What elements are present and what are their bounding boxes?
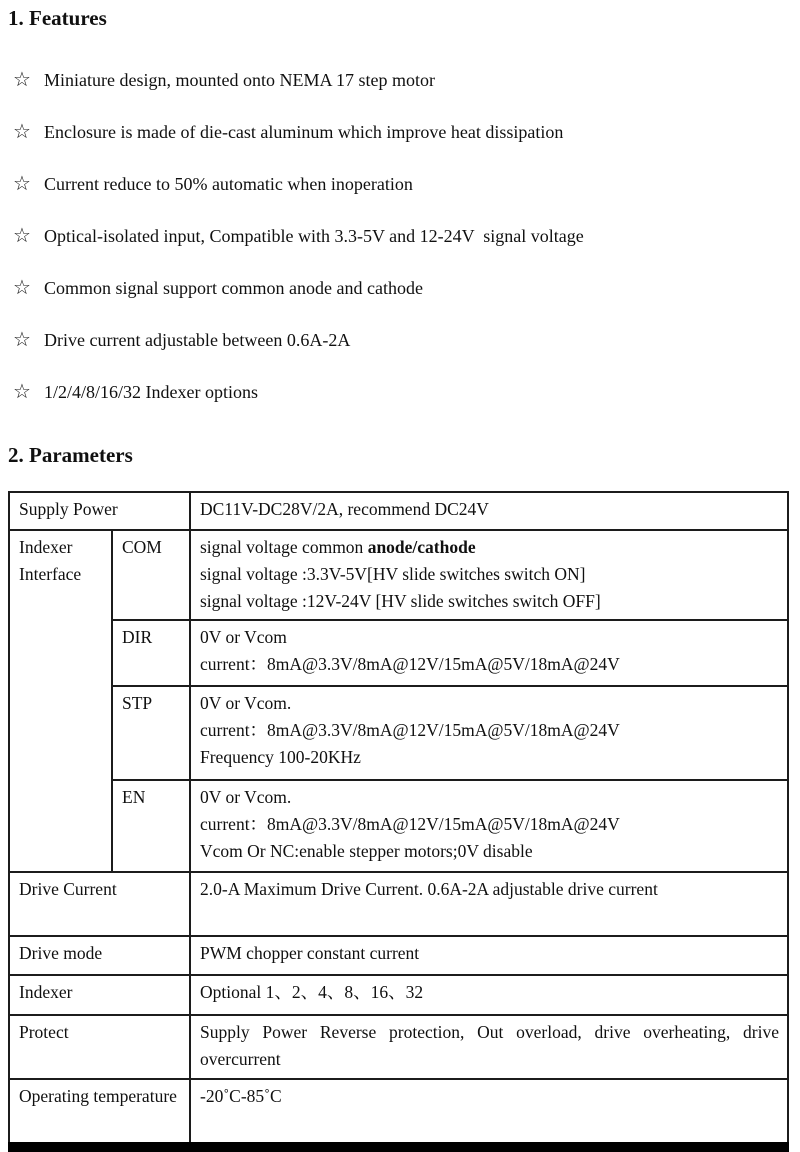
en-line2: current：8mA@3.3V/8mA@12V/15mA@5V/18mA@24V bbox=[200, 814, 620, 834]
table-row-en bbox=[9, 780, 788, 872]
stp-line3: Frequency 100-20KHz bbox=[200, 747, 361, 767]
feature-text: 1/2/4/8/16/32 Indexer options bbox=[44, 382, 258, 402]
stp-line1: 0V or Vcom. bbox=[200, 693, 292, 713]
table-row-indexer bbox=[9, 975, 788, 1015]
star-bullet-icon: ☆ bbox=[13, 225, 31, 247]
table-row-com bbox=[9, 530, 788, 620]
table-row-supply-power bbox=[9, 492, 788, 530]
feature-text: Common signal support common anode and cathode bbox=[44, 278, 423, 298]
dir-line2: current：8mA@3.3V/8mA@12V/15mA@5V/18mA@24V bbox=[200, 654, 620, 674]
features-list bbox=[8, 68, 790, 405]
table-row-drive-mode bbox=[9, 936, 788, 975]
supply-power-value: DC11V-DC28V/2A, recommend DC24V bbox=[190, 492, 788, 530]
dir-value bbox=[190, 620, 788, 686]
table-row-protect bbox=[9, 1015, 788, 1079]
star-bullet-icon: ☆ bbox=[13, 277, 31, 299]
drive-current-value: 2.0-A Maximum Drive Current. 0.6A-2A adjustable drive current bbox=[190, 872, 788, 936]
protect-label: Protect bbox=[9, 1015, 190, 1079]
table-row-drive-current bbox=[9, 872, 788, 936]
dir-key: DIR bbox=[112, 620, 190, 686]
feature-text: Drive current adjustable between 0.6A-2A bbox=[44, 330, 351, 350]
star-bullet-icon: ☆ bbox=[13, 381, 31, 403]
com-line1: signal voltage common anode/cathode bbox=[200, 537, 476, 557]
stp-value bbox=[190, 686, 788, 780]
features-heading: 1. Features bbox=[8, 6, 107, 30]
en-line1: 0V or Vcom. bbox=[200, 787, 292, 807]
com-line3: signal voltage :12V-24V [HV slide switches switch OFF] bbox=[200, 591, 601, 611]
drive-mode-value: PWM chopper constant current bbox=[190, 936, 788, 975]
feature-item bbox=[8, 68, 790, 93]
star-bullet-icon: ☆ bbox=[13, 329, 31, 351]
parameters-heading: 2. Parameters bbox=[8, 443, 133, 467]
dir-line1: 0V or Vcom bbox=[200, 627, 287, 647]
operating-temperature-label: Operating temperature bbox=[9, 1079, 190, 1147]
table-row-stp bbox=[9, 686, 788, 780]
en-value bbox=[190, 780, 788, 872]
en-key: EN bbox=[112, 780, 190, 872]
star-bullet-icon: ☆ bbox=[13, 173, 31, 195]
feature-item bbox=[8, 380, 790, 405]
stp-key: STP bbox=[112, 686, 190, 780]
com-line1-bold: anode/cathode bbox=[367, 537, 476, 557]
table-row-dir bbox=[9, 620, 788, 686]
feature-item bbox=[8, 224, 790, 249]
feature-text: Enclosure is made of die-cast aluminum which improve heat dissipation bbox=[44, 122, 564, 142]
feature-item bbox=[8, 172, 790, 197]
feature-item bbox=[8, 120, 790, 145]
feature-item bbox=[8, 276, 790, 301]
indexer-interface-label: Indexer Interface bbox=[9, 530, 112, 872]
operating-temperature-value: -20˚C-85˚C bbox=[190, 1079, 788, 1147]
feature-item bbox=[8, 328, 790, 353]
star-bullet-icon: ☆ bbox=[13, 121, 31, 143]
indexer-value: Optional 1、2、4、8、16、32 bbox=[190, 975, 788, 1015]
com-line2: signal voltage :3.3V-5V[HV slide switches switch ON] bbox=[200, 564, 586, 584]
indexer-label: Indexer bbox=[9, 975, 190, 1015]
com-value bbox=[190, 530, 788, 620]
stp-line2: current：8mA@3.3V/8mA@12V/15mA@5V/18mA@24V bbox=[200, 720, 620, 740]
supply-power-label: Supply Power bbox=[9, 492, 190, 530]
parameters-table bbox=[8, 491, 789, 1152]
feature-text: Optical-isolated input, Compatible with 3.3-5V and 12-24V signal voltage bbox=[44, 226, 584, 246]
drive-current-label: Drive Current bbox=[9, 872, 190, 936]
table-row-operating-temperature bbox=[9, 1079, 788, 1147]
protect-value: Supply Power Reverse protection, Out overload, drive overheating, drive overcurrent bbox=[190, 1015, 788, 1079]
en-line3: Vcom Or NC:enable stepper motors;0V disable bbox=[200, 841, 533, 861]
star-bullet-icon: ☆ bbox=[13, 69, 31, 91]
feature-text: Current reduce to 50% automatic when inoperation bbox=[44, 174, 413, 194]
com-key: COM bbox=[112, 530, 190, 620]
feature-text: Miniature design, mounted onto NEMA 17 step motor bbox=[44, 70, 435, 90]
drive-mode-label: Drive mode bbox=[9, 936, 190, 975]
